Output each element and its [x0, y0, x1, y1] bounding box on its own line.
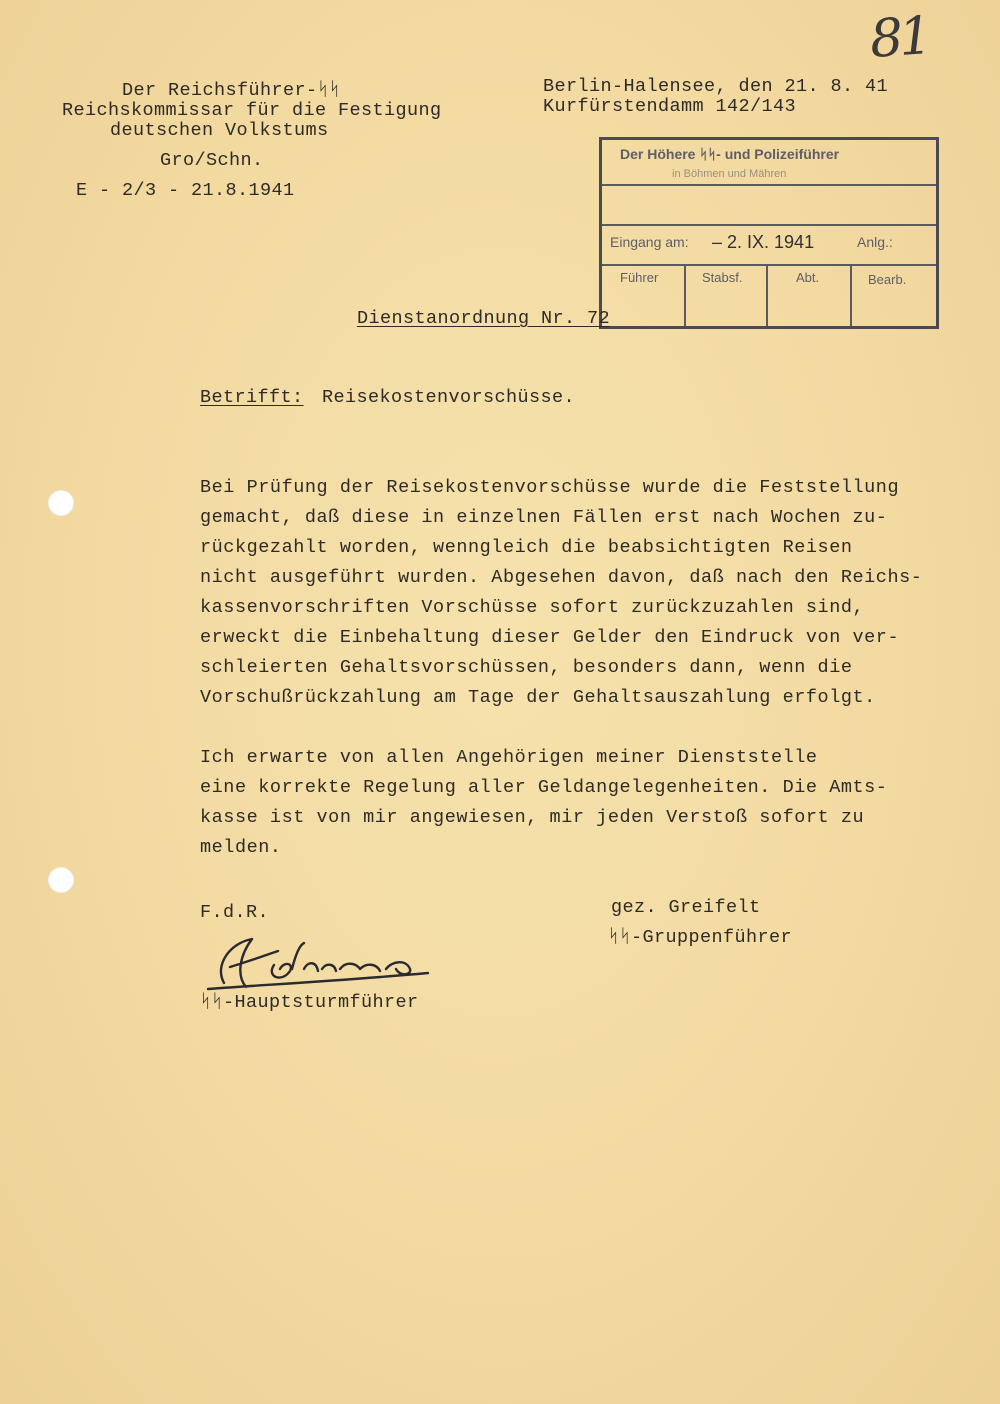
- file-reference: E - 2/3 - 21.8.1941: [76, 180, 295, 201]
- reference-initials: Gro/Schn.: [160, 150, 264, 171]
- stamp-eingang-date: – 2. IX. 1941: [712, 232, 815, 252]
- paragraph1-line: rückgezahlt worden, wenngleich die beabsichtigten Reisen: [200, 537, 853, 558]
- paragraph1-line: erweckt die Einbehaltung dieser Gelder den Eindruck von ver-: [200, 627, 900, 648]
- stamp-column-divider-2: [766, 265, 768, 326]
- punch-hole-top: [48, 490, 74, 516]
- header-line-2: Reichskommissar für die Festigung: [62, 100, 442, 121]
- signatory-rank-left: ᛋᛋ-Hauptsturmführer: [200, 992, 419, 1013]
- stamp-column-divider-1: [684, 265, 686, 326]
- header-line-3: deutschen Volkstums: [110, 120, 329, 141]
- paragraph1-line: Vorschußrückzahlung am Tage der Gehaltsauszahlung erfolgt.: [200, 687, 876, 708]
- stamp-column-stabsf: Stabsf.: [702, 270, 743, 285]
- paragraph2-line: kasse ist von mir angewiesen, mir jeden Verstoß sofort zu: [200, 807, 865, 828]
- punch-hole-bottom: [48, 867, 74, 893]
- document-title: Dienstanordnung Nr. 72: [357, 308, 611, 329]
- paragraph1-line: Bei Prüfung der Reisekostenvorschüsse wurde die Feststellung: [200, 477, 900, 498]
- stamp-subtitle: in Böhmen und Mähren: [672, 168, 787, 180]
- paragraph1-line: kassenvorschriften Vorschüsse sofort zurückzuzahlen sind,: [200, 597, 865, 618]
- place-date: Berlin-Halensee, den 21. 8. 41: [543, 76, 889, 97]
- paragraph2-line: eine korrekte Regelung aller Geldangelegenheiten. Die Amts-: [200, 777, 888, 798]
- subject-label: Betrifft:: [200, 387, 304, 408]
- paragraph1-line: nicht ausgeführt wurden. Abgesehen davon, daß nach den Reichs-: [200, 567, 923, 588]
- stamp-divider-2: [602, 224, 936, 226]
- folio-number: 81: [867, 6, 931, 70]
- stamp-column-abt: Abt.: [796, 270, 820, 285]
- paragraph2-line: melden.: [200, 837, 282, 858]
- stamp-column-divider-3: [850, 265, 852, 326]
- receipt-stamp: [599, 137, 939, 329]
- signed-by: gez. Greifelt: [611, 897, 761, 918]
- subject-text: Reisekostenvorschüsse.: [322, 387, 576, 408]
- header-line-1: Der Reichsführer-ᛋᛋ: [122, 80, 341, 101]
- address: Kurfürstendamm 142/143: [543, 96, 797, 117]
- paragraph1-line: schleierten Gehaltsvorschüssen, besonders dann, wenn die: [200, 657, 853, 678]
- stamp-divider-3: [602, 264, 936, 266]
- stamp-column-bearb: Bearb.: [868, 272, 907, 287]
- paragraph1-line: gemacht, daß diese in einzelnen Fällen erst nach Wochen zu-: [200, 507, 888, 528]
- stamp-column-fuehrer: Führer: [620, 270, 659, 285]
- stamp-anlg-label: Anlg.:: [857, 234, 893, 250]
- fdr-label: F.d.R.: [200, 902, 270, 923]
- stamp-title: Der Höhere ᛋᛋ- und Polizeiführer: [620, 146, 840, 162]
- stamp-eingang-label: Eingang am:: [610, 234, 689, 250]
- stamp-divider-1: [602, 184, 936, 186]
- paragraph2-line: Ich erwarte von allen Angehörigen meiner Dienststelle: [200, 747, 818, 768]
- signatory-rank-right: ᛋᛋ-Gruppenführer: [608, 927, 793, 948]
